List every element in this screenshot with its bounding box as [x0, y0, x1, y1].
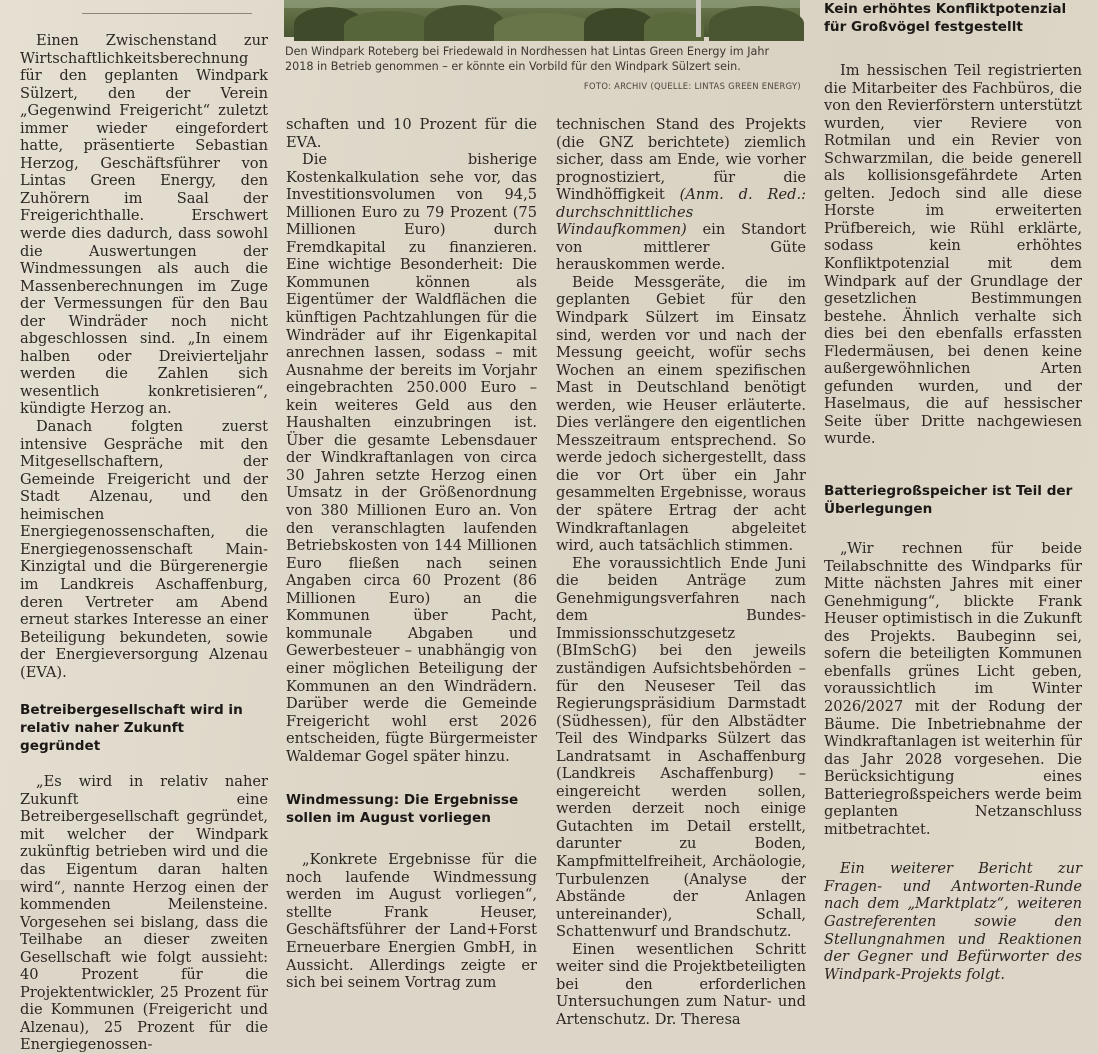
- col4-paragraph: Im hessischen Teil registrierten die Mitarbeiter des Fachbüros, die von den Revierförstern unterstützt wurden, vier Reviere von Rotmilan und ein Revier von Schwarzmilan, die beide generell als kollisionsgefährdete Arten gelten. Jedoch sind alle diese Horste im erweiterten Prüfbereich, wie Rühl erklärte, sodass kein erhöhtes Konfliktpotenzial mit dem Windpark auf der Grundlage der gesetzlichen Bestimmungen bestehe. Ähnlich verhalte sich dies bei den ebenfalls erfassten Fledermäusen, bei denen keine außergewöhnlichen Arten gefunden wurden, und der Haselmaus, die auf hessischer Seite über Dritte nachgewiesen wurde.: [824, 62, 1082, 448]
- photo-tree: [424, 5, 504, 41]
- photo-sky: [284, 0, 800, 8]
- column-4: [824, 62, 1082, 983]
- col3-paragraph: Einen wesentlichen Schritt weiter sind die Projektbeteiligten bei den erforderlichen Untersuchungen zum Natur- und Artenschutz. Dr. Theresa: [556, 940, 806, 1028]
- col1-paragraph: „Es wird in relativ naher Zukunft eine Betreibergesellschaft gegründet, mit welcher der Windpark zukünftig betrieben wird und die das Eigentum daran halten wird“, nannte Herzog einen der kommenden Meilensteine. Vorgesehen sei bislang, dass die Teilhabe an dieser zweiten Gesellschaft wie folgt aussieht: 40 Prozent für die Projektentwickler, 25 Prozent für die Kommunen (Freigericht und Alzenau), 25 Prozent für die Energiegenossen-: [20, 773, 268, 1054]
- col3-paragraph: Ehe voraussichtlich Ende Juni die beiden Anträge zum Genehmigungsverfahren nach dem Bundes-Immissionsschutzgesetz (BImSchG) bei den jeweils zuständigen Aufsichtsbehörden – für den Neuseser Teil das Regierungspräsidium Darmstadt (Südhessen), für den Albstädter Teil des Windparks Sülzert das Landratsamt in Aschaffenburg (Landkreis Aschaffenburg) – eingereicht werden sollen, werden derzeit noch einige Gutachten im Detail erstellt, darunter zu Boden, Kampfmittelfreiheit, Archäologie, Turbulenzen (Analyse der Abstände der Anlagen untereinander), Schall, Schattenwurf und Brandschutz.: [556, 554, 806, 941]
- photo-tree: [344, 11, 434, 41]
- wind-turbine-tower: [696, 0, 701, 37]
- top-divider-rule: [82, 13, 252, 14]
- col3-text: ein Standort von mittlerer Güte herauskommen werde.: [556, 221, 806, 274]
- editor-note: (Anm. d. Red.: durchschnittliches Windaufkommen): [556, 186, 807, 239]
- photo-tree: [644, 12, 704, 41]
- col1-paragraph: Danach folgten zuerst intensive Gespräche mit den Mitgesellschaftern, der Gemeinde Freigericht und der Stadt Alzenau, und den heimischen Energiegenossenschaften, die Energiegenossenschaft Main-Kinzigtal und die Bürgerenergie im Landkreis Aschaffenburg, deren Vertreter am Abend erneut starkes Interesse an einer Beteiligung bekundeten, sowie der Energieversorgung Alzenau (EVA).: [20, 418, 268, 681]
- col1-subheading: Betreibergesellschaft wird in relativ naher Zukunft gegründet: [20, 702, 243, 755]
- col3-paragraph: Beide Messgeräte, die im geplanten Gebiet für den Windpark Sülzert im Einsatz sind, werden vor und nach der Messung geeicht, wofür sechs Wochen an einem spezifischen Mast in Deutschland benötigt werden, wie Heuser erläuterte. Dies verlängere den eigentlichen Messzeitraum entsprechend. So werde jedoch sichergestellt, dass die vor Ort über ein Jahr gesammelten Ergebnisse, woraus der spätere Ertrag der acht Windkraftanlagen abgeleitet wird, auch tatsächlich stimmen.: [556, 273, 806, 555]
- column-4-head: [824, 0, 1084, 40]
- col4-closing-note: Ein weiterer Bericht zur Fragen- und Antworten-Runde nach dem „Marktplatz“, weiteren Gastreferenten sowie den Stellungnahmen und Reaktionen der Gegner und Befürworter des Windpark-Projekts folgt.: [824, 860, 1082, 983]
- photo-credit: FOTO: ARCHIV (QUELLE: LINTAS GREEN ENERGY): [583, 81, 801, 91]
- photo-tree: [494, 13, 594, 41]
- col3-paragraph: [556, 116, 806, 274]
- caption-text: Den Windpark Roteberg bei Friedewald in Nordhessen hat Lintas Green Energy im Jahr 2018 in Betrieb genommen – er könnte ein Vorbild für den Windpark Sülzert sein.: [285, 45, 770, 73]
- col2-paragraph: schaften und 10 Prozent für die EVA.: [286, 116, 537, 151]
- col3-text: technischen Stand des Projekts (die GNZ berichtete) ziemlich sicher, dass am Ende, wie vorher prognostiziert, für die Windhöffigkeit: [556, 116, 806, 204]
- col2-paragraph: Die bisherige Kostenkalkulation sehe vor, das Investitionsvolumen von 94,5 Millionen Euro zu 79 Prozent (75 Millionen Euro) durch Fremdkapital zu finanzieren. Eine wichtige Besonderheit: Die Kommunen können als Eigentümer der Waldflächen die künftigen Pachtzahlungen für die Windräder auf ihr Eigenkapital anrechnen lassen, sodass – mit Ausnahme der bereits im Vorjahr eingebrachten 250.000 Euro – kein weiteres Geld aus den Haushalten einzubringen ist. Über die gesamte Lebensdauer der Windkraftanlagen von circa 30 Jahren setzte Herzog einen Umsatz in der Größenordnung von 380 Millionen Euro an. Von den veranschlagten laufenden Betriebskosten von 144 Millionen Euro fließen nach seinen Angaben circa 60 Prozent (86 Millionen Euro) an die Kommunen über Pacht, kommunale Abgaben und Gewerbesteuer – unabhängig von einer möglichen Beteiligung der Kommunen an den Windrädern. Darüber werde die Gemeinde Freigericht wohl erst 2026 entscheiden, fügte Bürgermeister Waldemar Gogel später hinzu.: [286, 151, 537, 765]
- column-1: [20, 32, 268, 1054]
- col4-paragraph: „Wir rechnen für beide Teilabschnitte des Windparks für Mitte nächsten Jahres mit einer Genehmigung“, blickte Frank Heuser optimistisch in die Zukunft des Projekts. Baubeginn sei, sofern die beteiligten Kommunen ebenfalls grünes Licht geben, voraussichtlich im Winter 2026/2027 mit der Rodung der Bäume. Die Inbetriebnahme der Windkraftanlagen ist weiterhin für das Jahr 2028 vorgesehen. Die Berücksichtigung eines Batteriegroßspeichers werde beim geplanten Netzanschluss mitbetrachtet.: [824, 540, 1082, 838]
- column-3: [556, 116, 807, 1028]
- column-2: [286, 116, 537, 992]
- col1-paragraph: Einen Zwischenstand zur Wirtschaftlichkeitsberechnung für den geplanten Windpark Sülzert, den der Verein „Gegenwind Freigericht“ zuletzt immer wieder eingefordert hatte, präsentierte Sebastian Herzog, Geschäftsführer von Lintas Green Energy, den Zuhörern im Saal der Freigerichthalle. Erschwert werde dies dadurch, dass sowohl die Auswertungen der Windmessungen als auch die Massenberechnungen im Zuge der Vermessungen für den Bau der Windräder noch nicht abgeschlossen sind. „In einem halben oder Dreivierteljahr werden die Zahlen sich wesentlich konkretisieren“, kündigte Herzog an.: [20, 32, 268, 418]
- photo-caption: [285, 45, 801, 74]
- col4-subheading: Batteriegroßspeicher ist Teil der Überlegungen: [824, 483, 1073, 518]
- windpark-photo: [284, 0, 800, 37]
- photo-tree: [709, 6, 804, 41]
- col2-subheading: Windmessung: Die Ergebnisse sollen im August vorliegen: [286, 792, 519, 827]
- col2-paragraph: „Konkrete Ergebnisse für die noch laufende Windmessung werden im August vorliegen“, stellte Frank Heuser, Geschäftsführer der Land+Forst Erneuerbare Energien GmbH, in Aussicht. Allerdings zeigte er sich bei seinem Vortrag zum: [286, 851, 537, 992]
- col4-top-subheading: Kein erhöhtes Konfliktpotenzial für Großvögel festgestellt: [824, 1, 1067, 35]
